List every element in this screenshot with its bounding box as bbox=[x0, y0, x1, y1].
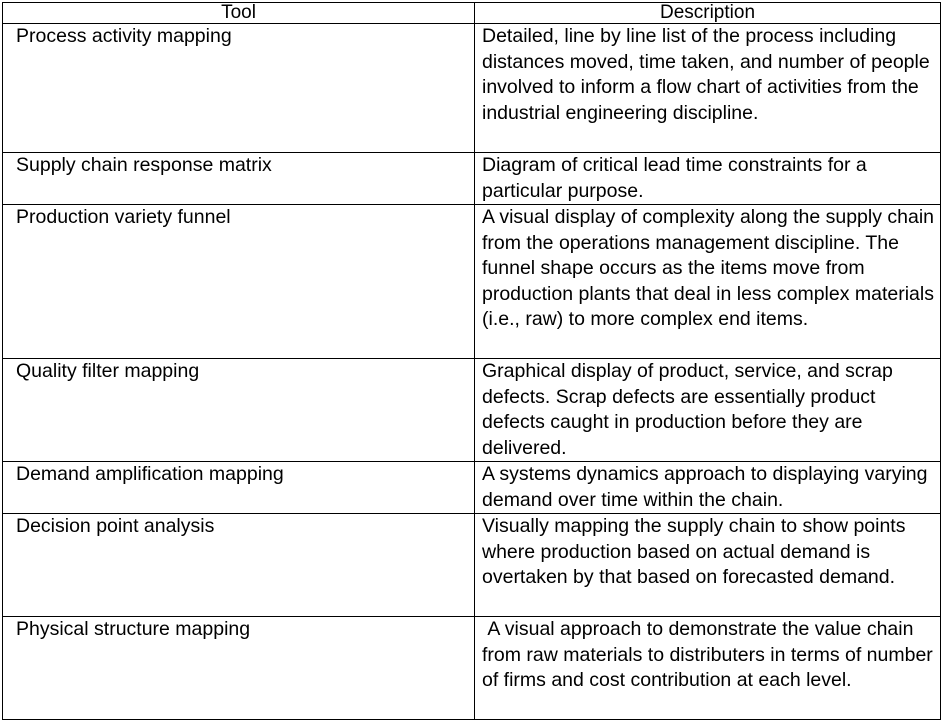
tool-cell: Production variety funnel bbox=[3, 205, 475, 359]
description-cell: A systems dynamics approach to displaying varying demand over time within the chain. bbox=[475, 462, 941, 514]
header-row bbox=[3, 3, 941, 24]
description-cell: A visual approach to demonstrate the value chain from raw materials to distributers in terms of number of firms and cost contribution at each level. bbox=[475, 617, 941, 720]
header-description: Description bbox=[475, 3, 941, 24]
description-cell: Graphical display of product, service, and scrap defects. Scrap defects are essentially product defects caught in production before they are delivered. bbox=[475, 359, 941, 462]
description-cell: Visually mapping the supply chain to show points where production based on actual demand is overtaken by that based on forecasted demand. bbox=[475, 514, 941, 617]
tool-cell: Decision point analysis bbox=[3, 514, 475, 617]
tool-cell: Demand amplification mapping bbox=[3, 462, 475, 514]
table-row bbox=[3, 205, 941, 359]
description-cell: A visual display of complexity along the supply chain from the operations management discipline. The funnel shape occurs as the items move from production plants that deal in less complex materials (i.e., raw) to more complex end items. bbox=[475, 205, 941, 359]
header-tool: Tool bbox=[3, 3, 475, 24]
table-row bbox=[3, 617, 941, 720]
table-row bbox=[3, 514, 941, 617]
tool-cell: Quality filter mapping bbox=[3, 359, 475, 462]
table-row bbox=[3, 24, 941, 153]
tool-cell: Supply chain response matrix bbox=[3, 153, 475, 205]
tool-cell: Process activity mapping bbox=[3, 24, 475, 153]
description-cell: Detailed, line by line list of the process including distances moved, time taken, and number of people involved to inform a flow chart of activities from the industrial engineering discipline. bbox=[475, 24, 941, 153]
table-row bbox=[3, 153, 941, 205]
table-row bbox=[3, 359, 941, 462]
tool-cell: Physical structure mapping bbox=[3, 617, 475, 720]
table-row bbox=[3, 462, 941, 514]
tools-table bbox=[2, 2, 941, 720]
description-cell: Diagram of critical lead time constraints for a particular purpose. bbox=[475, 153, 941, 205]
